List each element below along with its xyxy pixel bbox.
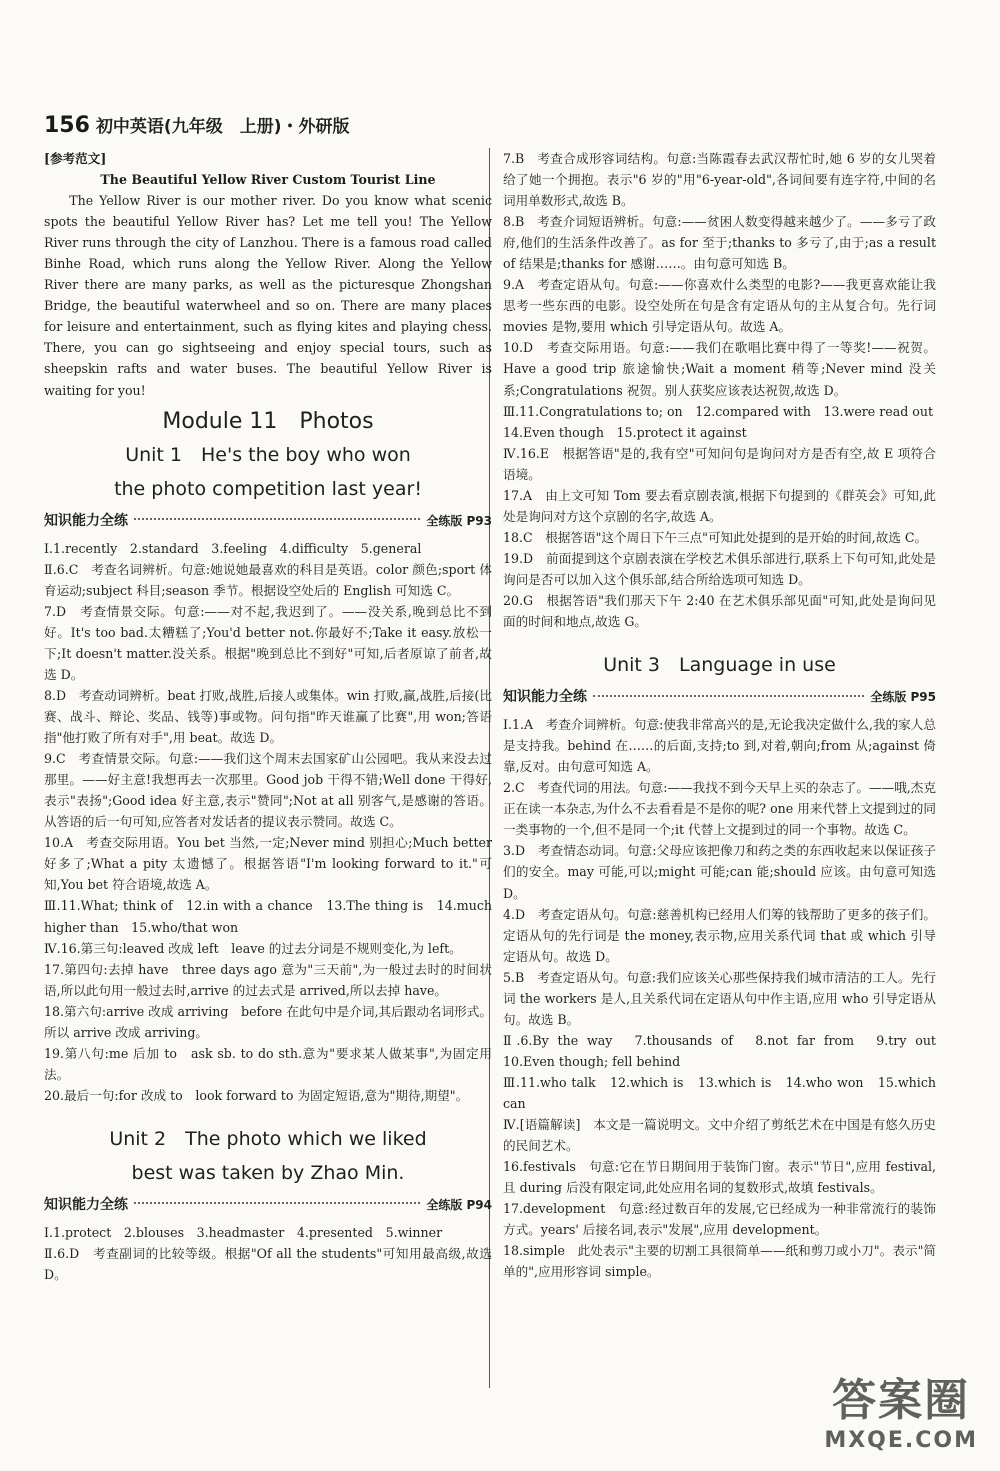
answer-item: 8.D 考查动词辨析。beat 打败,战胜,后接人或集体。win 打败,赢,战胜,后接(比赛、战斗、辩论、奖品、钱等)事或物。问句指"昨天谁赢了比赛",用 won;答语指"他打败了所有对手",用 beat。故选 D。 <box>44 687 492 746</box>
answer-item: 9.A 考查定语从句。句意:——你喜欢什么类型的电影?——我更喜欢能让我思考一些东西的电影。设空处所在句是含有定语从句的主从复合句。先行词 movies 是物,要用 which 引导定语从句。故选 A。 <box>503 277 936 335</box>
page-number: 156 <box>44 113 90 138</box>
answer-item: 17.A 由上文可知 Tom 要去看京剧表演,根据下句提到的《群英会》可知,此处是询问对方这个京剧的名字,故选 A。 <box>503 487 936 524</box>
answer-item: Ⅰ.1.protect 2.blouses 3.headmaster 4.presented 5.winner <box>44 1224 443 1240</box>
answer-item: 19.第八句:me 后加 to ask sb. to do sth.意为"要求某人做某事",为固定用法。 <box>44 1045 492 1082</box>
unit1-title-line1: Unit 1 He's the boy who won <box>125 443 411 466</box>
essay <box>44 190 492 400</box>
site-watermark <box>824 1364 978 1453</box>
essay-body: The Yellow River is our mother river. Do you know what scenic spots the beautiful Yellow River has? Let me tell you! The Yellow River runs through the city of Lanzhou. There is a famous road called Binhe Road, which runs along the Yellow River. Along the Yellow River there are many parks, as well as the picturesque Zhongshan Bridge, the beautiful waterwheel and so on. There are many places for leisure and entertainment, such as flying kites and playing chess. There, you can go sightseeing and enjoy special tours, such as sheepskin rafts and water buses. The beautiful Yellow River is waiting for you! <box>44 193 492 398</box>
answer-item: 17.development 句意:经过数百年的发展,它已经成为一种非常流行的装饰方式。years' 后接名词,表示"发展",应用 development。 <box>503 1201 936 1238</box>
unit2-banner <box>44 1195 492 1216</box>
answer-item: Ⅱ.6.C 考查名词辨析。句意:她说她最喜欢的科目是英语。color 颜色;sport 体育运动;subject 科目;season 季节。根据设空处后的 English 可知选 C。 <box>44 561 492 598</box>
banner-dots <box>134 1202 420 1204</box>
answer-item: 18.第六句:arrive 改成 arriving before 在此句中是介词,其后跟动名词形式。所以 arrive 改成 arriving。 <box>44 1003 492 1040</box>
answer-item: Ⅱ.6.By the way 7.thousands of 8.not far from 9.try out 10.Even though; fell behind <box>503 1032 949 1069</box>
answer-item: 17.第四句:去掉 have three days ago 意为"三天前",为一般过去时的时间状语,所以此句用一般过去时,arrive 的过去式是 arrived,所以去掉 have。 <box>44 961 492 998</box>
unit3-banner-label: 知识能力全练 <box>503 689 587 706</box>
unit3-banner <box>503 687 936 708</box>
answer-item: 3.D 考查情态动词。句意:父母应该把像刀和药之类的东西收起来以保证孩子们的安全。may 可能,可以;might 可能;can 能;should 应该。由句意可知选 D。 <box>503 843 936 901</box>
banner-dots <box>134 518 420 520</box>
unit3-banner-ref: 全练版 P95 <box>870 690 936 705</box>
unit1-banner <box>44 511 492 532</box>
answer-item: Ⅱ.6.D 考查副词的比较等级。根据"Of all the students"可知用最高级,故选 D。 <box>44 1246 492 1283</box>
essay-label: [参考范文] <box>44 151 107 166</box>
answer-item: 10.A 考查交际用语。You bet 当然,一定;Never mind 别担心;Much better 好多了;What a pity 太遗憾了。根据答语"I'm looking forward to it."可知,You bet 符合语境,故选 A。 <box>44 835 492 893</box>
answer-item: Ⅲ.11.What; think of 12.in with a chance 13.The thing is 14.much higher than 15.who/that won <box>44 898 492 935</box>
unit1-answers <box>44 538 492 1106</box>
unit3-title: Unit 3 Language in use <box>603 654 836 677</box>
answer-item: 16.festivals 句意:它在节日期间用于装饰门窗。表示"节日",应用 festival,且 during 后没有限定词,此处应用名词的复数形式,故填 festivals。 <box>503 1159 936 1196</box>
answer-item: 14.Even though 15.protect it against <box>503 424 747 440</box>
right-column <box>503 148 949 1282</box>
unit1-banner-ref: 全练版 P93 <box>426 513 492 528</box>
answer-item: 4.D 考查定语从句。句意:慈善机构已经用人们筹的钱帮助了更多的孩子们。定语从句的先行词是 the money,表示物,应用关系代词 that 或 which 引导定语从句。故选 D。 <box>503 906 936 964</box>
book-title: 初中英语(九年级 上册)・外研版 <box>95 117 350 137</box>
unit2-banner-label: 知识能力全练 <box>44 1196 128 1213</box>
watermark-line2: MXQE.COM <box>824 1428 978 1453</box>
answer-item: Ⅲ.11.who talk 12.which is 13.which is 14.who won 15.which can <box>503 1074 936 1111</box>
unit1-banner-label: 知识能力全练 <box>44 512 128 529</box>
left-column <box>44 148 492 1285</box>
essay-title: The Beautiful Yellow River Custom Tourist Line <box>100 172 436 188</box>
unit2-title-line1: Unit 2 The photo which we liked <box>109 1127 427 1150</box>
unit2-answers-right <box>503 148 936 632</box>
answer-item: Ⅳ.16.第三句:leaved 改成 left leave 的过去分词是不规则变化,为 left。 <box>44 940 462 956</box>
answer-item: 10.D 考查交际用语。句意:——我们在歌唱比赛中得了一等奖!——祝贺。Have a good trip 旅途愉快;Wait a moment 稍等;Never mind 没关系;Congratulations 祝贺。别人获奖应该表达祝贺,故选 D。 <box>503 340 936 398</box>
answer-item: Ⅰ.1.A 考查介词辨析。句意:使我非常高兴的是,无论我决定做什么,我的家人总是支持我。behind 在……的后面,支持;to 到,对着,朝向;from 从;against 倚靠,反对。由句意可知选 A。 <box>503 717 936 775</box>
answer-item: 8.B 考查介词短语辨析。句意:——贫困人数变得越来越少了。——多亏了政府,他们的生活条件改善了。as for 至于;thanks to 多亏了,由于;as a result of 结果是;thanks for 感谢……。由句意可知选 B。 <box>503 214 936 272</box>
watermark-line1: 答案圈 <box>832 1375 971 1426</box>
banner-dots <box>593 695 864 697</box>
answer-item: 19.D 前面提到这个京剧表演在学校艺术俱乐部进行,联系上下句可知,此处是询问是否可以加入这个俱乐部,结合所给选项可知选 D。 <box>503 550 936 587</box>
unit2-title-line2: best was taken by Zhao Min. <box>131 1161 405 1184</box>
unit2-banner-ref: 全练版 P94 <box>426 1197 492 1212</box>
answer-item: Ⅰ.1.recently 2.standard 3.feeling 4.difficulty 5.general <box>44 540 422 556</box>
answer-item: 2.C 考查代词的用法。句意:——我找不到今天早上买的杂志了。——哦,杰克正在读一本杂志,为什么不去看看是不是你的呢? one 用来代替上文提到过的同一类事物的一个,但不是同一个;it 代替上文提到过的同一个事物。故选 C。 <box>503 780 936 838</box>
answer-item: 7.B 考查合成形容词结构。句意:当陈霞春去武汉帮忙时,她 6 岁的女儿哭着给了她一个拥抱。表示"6 岁的"用"6-year-old",各词间要有连字符,中间的名词用单数形式,故选 B。 <box>503 151 936 209</box>
unit2-answers-left <box>44 1222 492 1285</box>
module-title: Module 11 Photos <box>162 408 374 434</box>
answer-item: 20.最后一句:for 改成 to look forward to 为固定短语,意为"期待,期望"。 <box>44 1087 469 1103</box>
unit3-answers <box>503 714 949 1282</box>
unit1-title-line2: the photo competition last year! <box>114 477 422 500</box>
answer-item: 18.C 根据答语"这个周日下午三点"可知此处提到的是开始的时间,故选 C。 <box>503 529 928 545</box>
answer-item: 20.G 根据答语"我们那天下午 2:40 在艺术俱乐部见面"可知,此处是询问见面的时间和地点,故选 G。 <box>503 592 936 630</box>
answer-item: 18.simple 此处表示"主要的切割工具很简单——纸和剪刀或小刀"。表示"简单的",应用形容词 simple。 <box>503 1243 936 1280</box>
answer-item: 9.C 考查情景交际。句意:——我们这个周末去国家矿山公园吧。我从来没去过那里。——好主意!我想再去一次那里。Good job 干得不错;Well done 干得好,表示"表扬";Good idea 好主意,表示"赞同";Not at all 别客气,是感谢的答语。从答语的后一句可知,应答者对发话者的提议表示赞同。故选 C。 <box>44 751 492 830</box>
page-header <box>44 112 349 144</box>
answer-item: Ⅳ.[语篇解读] 本文是一篇说明文。文中介绍了剪纸艺术在中国是有悠久历史的民间艺术。 <box>503 1117 936 1154</box>
answer-item: Ⅳ.16.E 根据答语"是的,我有空"可知问句是询问对方是否有空,故 E 项符合语境。 <box>503 445 936 482</box>
answer-item: Ⅲ.11.Congratulations to; on 12.compared with 13.were read out <box>503 403 934 419</box>
answer-item: 7.D 考查情景交际。句意:——对不起,我迟到了。——没关系,晚到总比不到好。It's too bad.太糟糕了;You'd better not.你最好不;Take it easy.放松一下;It doesn't matter.没关系。根据"晚到总比不到好"可知,后者原谅了前者,故选 D。 <box>44 603 492 682</box>
answer-item: 5.B 考查定语从句。句意:我们应该关心那些保持我们城市清洁的工人。先行词 the workers 是人,且关系代词在定语从句中作主语,应用 who 引导定语从句。故选 B。 <box>503 969 936 1027</box>
